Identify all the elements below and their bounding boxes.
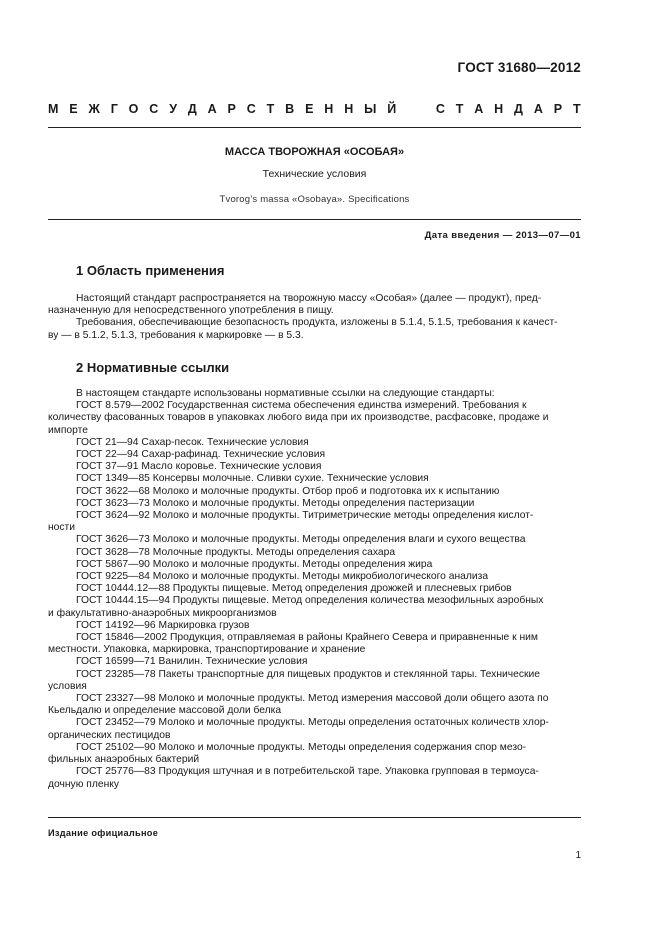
reference-line: местности. Упаковка, маркировка, транспортирование и хранение [48, 644, 366, 656]
reference-line: импорте [48, 424, 88, 436]
section-1-heading: 1 Область применения [76, 263, 225, 278]
banner-letter: Д [187, 102, 197, 116]
banner-letter: А [474, 102, 484, 116]
banner-letter: Т [572, 102, 581, 116]
reference-line: ГОСТ 23327—98 Молоко и молочные продукты. Метод измерения массовой доли общего азота по [76, 693, 549, 705]
reference-line: ГОСТ 15846—2002 Продукция, отправляемая в районы Крайнего Севера и приравненные к ним [76, 632, 538, 644]
page-number: 1 [575, 850, 581, 861]
reference-line: ГОСТ 1349—85 Консервы молочные. Сливки сухие. Технические условия [76, 473, 429, 485]
banner-letter: С [435, 102, 445, 116]
reference-line: фильных анаэробных бактерий [48, 754, 200, 766]
banner-letter: Т [266, 102, 275, 116]
banner-letter: Т [455, 102, 464, 116]
document-title: МАССА ТВОРОЖНАЯ «ОСОБАЯ» [224, 146, 405, 158]
reference-line: ГОСТ 3626—73 Молоко и молочные продукты. Методы определения влаги и сухого вещества [76, 534, 526, 546]
banner-letter: А [533, 102, 543, 116]
text-line: Требования, обеспечивающие безопасность продукта, изложены в 5.1.4, 5.1.5, требования к качест- [76, 317, 558, 329]
banner-letter: Р [553, 102, 563, 116]
banner-letter [421, 102, 424, 116]
banner-letter: Е [305, 102, 314, 116]
banner-letter: Н [324, 102, 334, 116]
english-title: Tvorog’s massa «Osobaya». Specifications [219, 194, 410, 205]
reference-line: ГОСТ 21—94 Сахар-песок. Технические условия [76, 436, 309, 448]
banner-letter: В [285, 102, 295, 116]
reference-line: ГОСТ 8.579—2002 Государственная система обеспечения единства измерений. Требования к [76, 400, 527, 412]
banner-letter: Н [494, 102, 504, 116]
reference-line: и факультативно-анаэробных микроорганизмов [48, 607, 277, 619]
reference-line: ГОСТ 3622—68 Молоко и молочные продукты. Отбор проб и подготовка их к испытанию [76, 485, 500, 497]
interstate-standard-banner [48, 102, 581, 116]
reference-line: ГОСТ 5867—90 Молоко и молочные продукты. Методы определения жира [76, 558, 433, 570]
section-1-body [48, 293, 581, 342]
reference-line: ГОСТ 23285—78 Пакеты транспортные для пищевых продуктов и стеклянной тары. Технические [76, 668, 540, 680]
reference-line: ГОСТ 3623—73 Молоко и молочные продукты. Методы определения пастеризации [76, 497, 475, 509]
reference-line: количеству фасованных товаров в упаковках любого вида при их производстве, расфасовке, продаже и [48, 412, 549, 424]
reference-line: ГОСТ 10444.15—94 Продукты пищевые. Метод определения количества мезофильных аэробных [76, 595, 544, 607]
banner-letter: Р [227, 102, 236, 116]
text-line: назначенную для непосредственного употребления в пищу. [48, 305, 334, 317]
banner-letter: М [48, 102, 59, 116]
reference-line: ГОСТ 3624—92 Молоко и молочные продукты. Титриметрические методы определения кислот- [76, 510, 534, 522]
reference-line: условия [48, 680, 87, 692]
document-code: ГОСТ 31680—2012 [457, 60, 581, 75]
reference-line: органических пестицидов [48, 729, 171, 741]
reference-line: ГОСТ 16599—71 Ванилин. Технические условия [76, 656, 308, 668]
banner-letter: Ж [88, 102, 100, 116]
document-subtitle: Технические условия [262, 168, 367, 180]
header-rule [48, 127, 581, 128]
reference-line: дочную пленку [48, 778, 120, 790]
reference-line: ГОСТ 10444.12—88 Продукты пищевые. Метод определения дрожжей и плесневых грибов [76, 583, 512, 595]
banner-letter: Г [110, 102, 118, 116]
reference-line: ГОСТ 9225—84 Молоко и молочные продукты. Методы микробиологического анализа [76, 571, 489, 583]
banner-letter: Ы [364, 102, 377, 116]
reference-line: ГОСТ 23452—79 Молоко и молочные продукты. Методы определения остаточных количеств хлор- [76, 717, 549, 729]
footer-rule [48, 817, 581, 818]
reference-line: ГОСТ 22—94 Сахар-рафинад. Технические условия [76, 449, 326, 461]
reference-line: Кьельдалю и определение массовой доли белка [48, 705, 282, 717]
banner-letter: Н [344, 102, 354, 116]
introduction-date: Дата введения — 2013—07—01 [424, 230, 581, 241]
section-2-heading: 2 Нормативные ссылки [76, 360, 230, 375]
banner-letter: С [246, 102, 256, 116]
banner-letter: Д [514, 102, 523, 116]
reference-line: ГОСТ 3628—78 Молочные продукты. Методы определения сахара [76, 546, 396, 558]
text-line: ву — в 5.1.2, 5.1.3, требования к маркировке — в 5.3. [48, 329, 304, 341]
title-rule [48, 219, 581, 220]
banner-letter: О [128, 102, 139, 116]
reference-line: ГОСТ 14192—96 Маркировка грузов [76, 619, 250, 631]
banner-letter [407, 102, 410, 116]
banner-letter: Й [387, 102, 397, 116]
banner-letter: А [207, 102, 217, 116]
banner-letter: У [169, 102, 177, 116]
reference-line: ности [48, 522, 76, 534]
banner-letter: Е [69, 102, 78, 116]
official-edition-label: Издание официальное [48, 828, 159, 838]
reference-line: ГОСТ 25102—90 Молоко и молочные продукты. Методы определения содержания спор мезо- [76, 741, 527, 753]
reference-line: ГОСТ 25776—83 Продукция штучная и в потребительской таре. Упаковка групповая в термоуса- [76, 766, 539, 778]
reference-line: ГОСТ 37—91 Масло коровье. Технические условия [76, 461, 322, 473]
reference-line: В настоящем стандарте использованы нормативные ссылки на следующие стандарты: [76, 388, 495, 399]
banner-letter: С [149, 102, 159, 116]
text-line: Настоящий стандарт распространяется на творожную массу «Особая» (далее — продукт), пред- [76, 293, 542, 304]
section-2-body [48, 388, 581, 791]
